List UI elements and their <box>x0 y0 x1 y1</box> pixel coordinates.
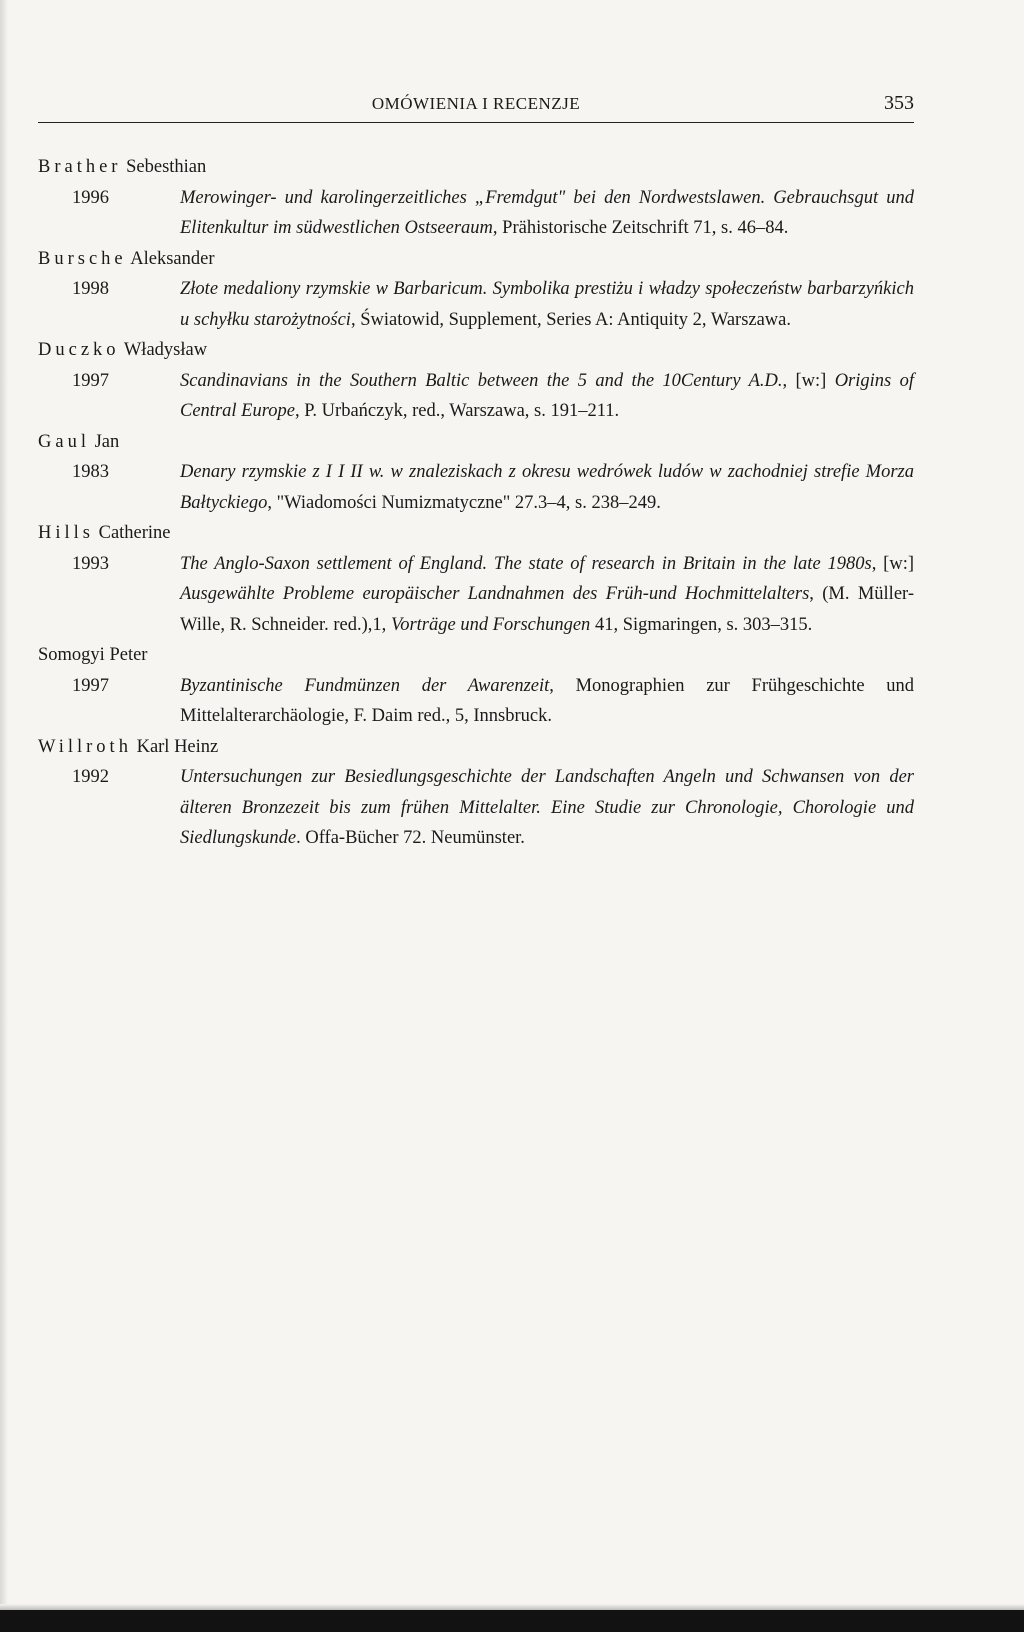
author-given-name: Sebesthian <box>126 157 207 177</box>
bibliography-entry <box>38 366 914 427</box>
entry-details: , "Wiadomości Numizmatyczne" 27.3–4, s. 238–249. <box>267 492 661 513</box>
author-heading <box>38 335 914 366</box>
bibliography-entry <box>38 762 914 854</box>
scan-bottom-band <box>0 1610 1024 1632</box>
author-surname: Gaul <box>38 431 90 452</box>
entry-title: Złote medaliony rzymskie w Barbaricum. Symbolika prestiżu i władzy społeczeństw barbarzyńkich u schyłku starożytności <box>180 279 914 330</box>
entry-title: Scandinavians in the Southern Baltic between the 5 and the 10Century A.D. <box>180 370 783 391</box>
entry-title: Denary rzymskie z I I II w. w znaleziskach z okresu wedrówek ludów w zachodniej strefie Morza Bałtyckiego <box>180 462 914 513</box>
author-surname: Duczko <box>38 340 120 360</box>
author-heading <box>38 732 914 763</box>
entry-details: , Światowid, Supplement, Series A: Antiquity 2, Warszawa. <box>350 309 792 330</box>
author-heading <box>38 244 914 275</box>
author-heading <box>38 152 914 183</box>
author-surname: Hills <box>38 523 94 543</box>
bibliography-entry <box>38 457 914 518</box>
entry-title: Byzantinische Fundmünzen der Awarenzeit <box>180 675 550 696</box>
running-header-title: OMÓWIENIA I RECENZJE <box>371 94 581 113</box>
author-surname: Willroth <box>38 736 132 757</box>
author-surname: Brather <box>38 157 122 177</box>
entry-details: . Offa-Bücher 72. Neumünster. <box>296 828 525 848</box>
bibliography-list <box>38 152 914 854</box>
entry-year: 1997 <box>72 675 109 696</box>
entry-year: 1996 <box>72 187 109 208</box>
bibliography-entry <box>38 274 914 335</box>
entry-year: 1993 <box>72 553 109 574</box>
author-given-name: Władysław <box>123 340 208 360</box>
bibliography-entry <box>38 671 914 732</box>
author-heading <box>38 518 914 549</box>
entry-editors: , (M. Müller-Wille, R. Schneider. red.),1, <box>180 584 914 635</box>
bibliography-entry <box>38 549 914 641</box>
author-given-name: Catherine <box>98 523 171 543</box>
entry-title: The Anglo-Saxon settlement of England. The state of research in Britain in the late 1980s <box>180 553 872 574</box>
running-header <box>38 90 914 123</box>
entry-title: Merowinger- und karolingerzeitliches „Fremdgut" bei den Nordwestslawen. Gebrauchsgut und Elitenkultur im südwestlichen Ostseeraum <box>180 187 914 238</box>
entry-title: Untersuchungen zur Besiedlungsgeschichte der Landschaften Angeln und Schwansen von der älteren Bronzezeit bis zum frühen Mittelalter. Eine Studie zur Chronologie, Chorologie und Siedlungskunde <box>180 767 914 848</box>
entry-container-title: Origins of Central Europe <box>180 370 914 421</box>
entry-year: 1998 <box>72 279 109 299</box>
page-left-edge-shadow <box>0 0 8 1632</box>
author-surname: Bursche <box>38 248 127 269</box>
entry-year: 1983 <box>72 462 109 482</box>
entry-details: , P. Urbańczyk, red., Warszawa, s. 191–211. <box>294 401 620 421</box>
entry-connector: , [w:] <box>782 370 835 391</box>
entry-connector: , [w:] <box>871 553 914 574</box>
author-heading <box>38 427 914 458</box>
entry-series-title: Vorträge und Forschungen <box>390 614 591 635</box>
author-heading <box>38 640 914 671</box>
entry-details: , Prähistorische Zeitschrift 71, s. 46–84. <box>492 218 789 238</box>
page-number: 353 <box>884 92 914 114</box>
author-given-name: Peter <box>109 645 148 665</box>
entry-container-title: Ausgewählte Probleme europäischer Landnahmen des Früh-und Hochmittelalters <box>180 584 810 604</box>
entry-year: 1992 <box>72 767 109 787</box>
author-given-name: Jan <box>94 431 120 452</box>
bibliography-entry <box>38 183 914 244</box>
entry-details: 41, Sigmaringen, s. 303–315. <box>590 614 813 635</box>
author-surname: Somogyi <box>38 645 105 665</box>
entry-year: 1997 <box>72 370 109 391</box>
author-given-name: Karl Heinz <box>136 736 219 757</box>
author-given-name: Aleksander <box>130 248 215 269</box>
entry-details: , Monographien zur Frühgeschichte und Mittelalterarchäologie, F. Daim red., 5, Innsbruck. <box>180 675 915 726</box>
